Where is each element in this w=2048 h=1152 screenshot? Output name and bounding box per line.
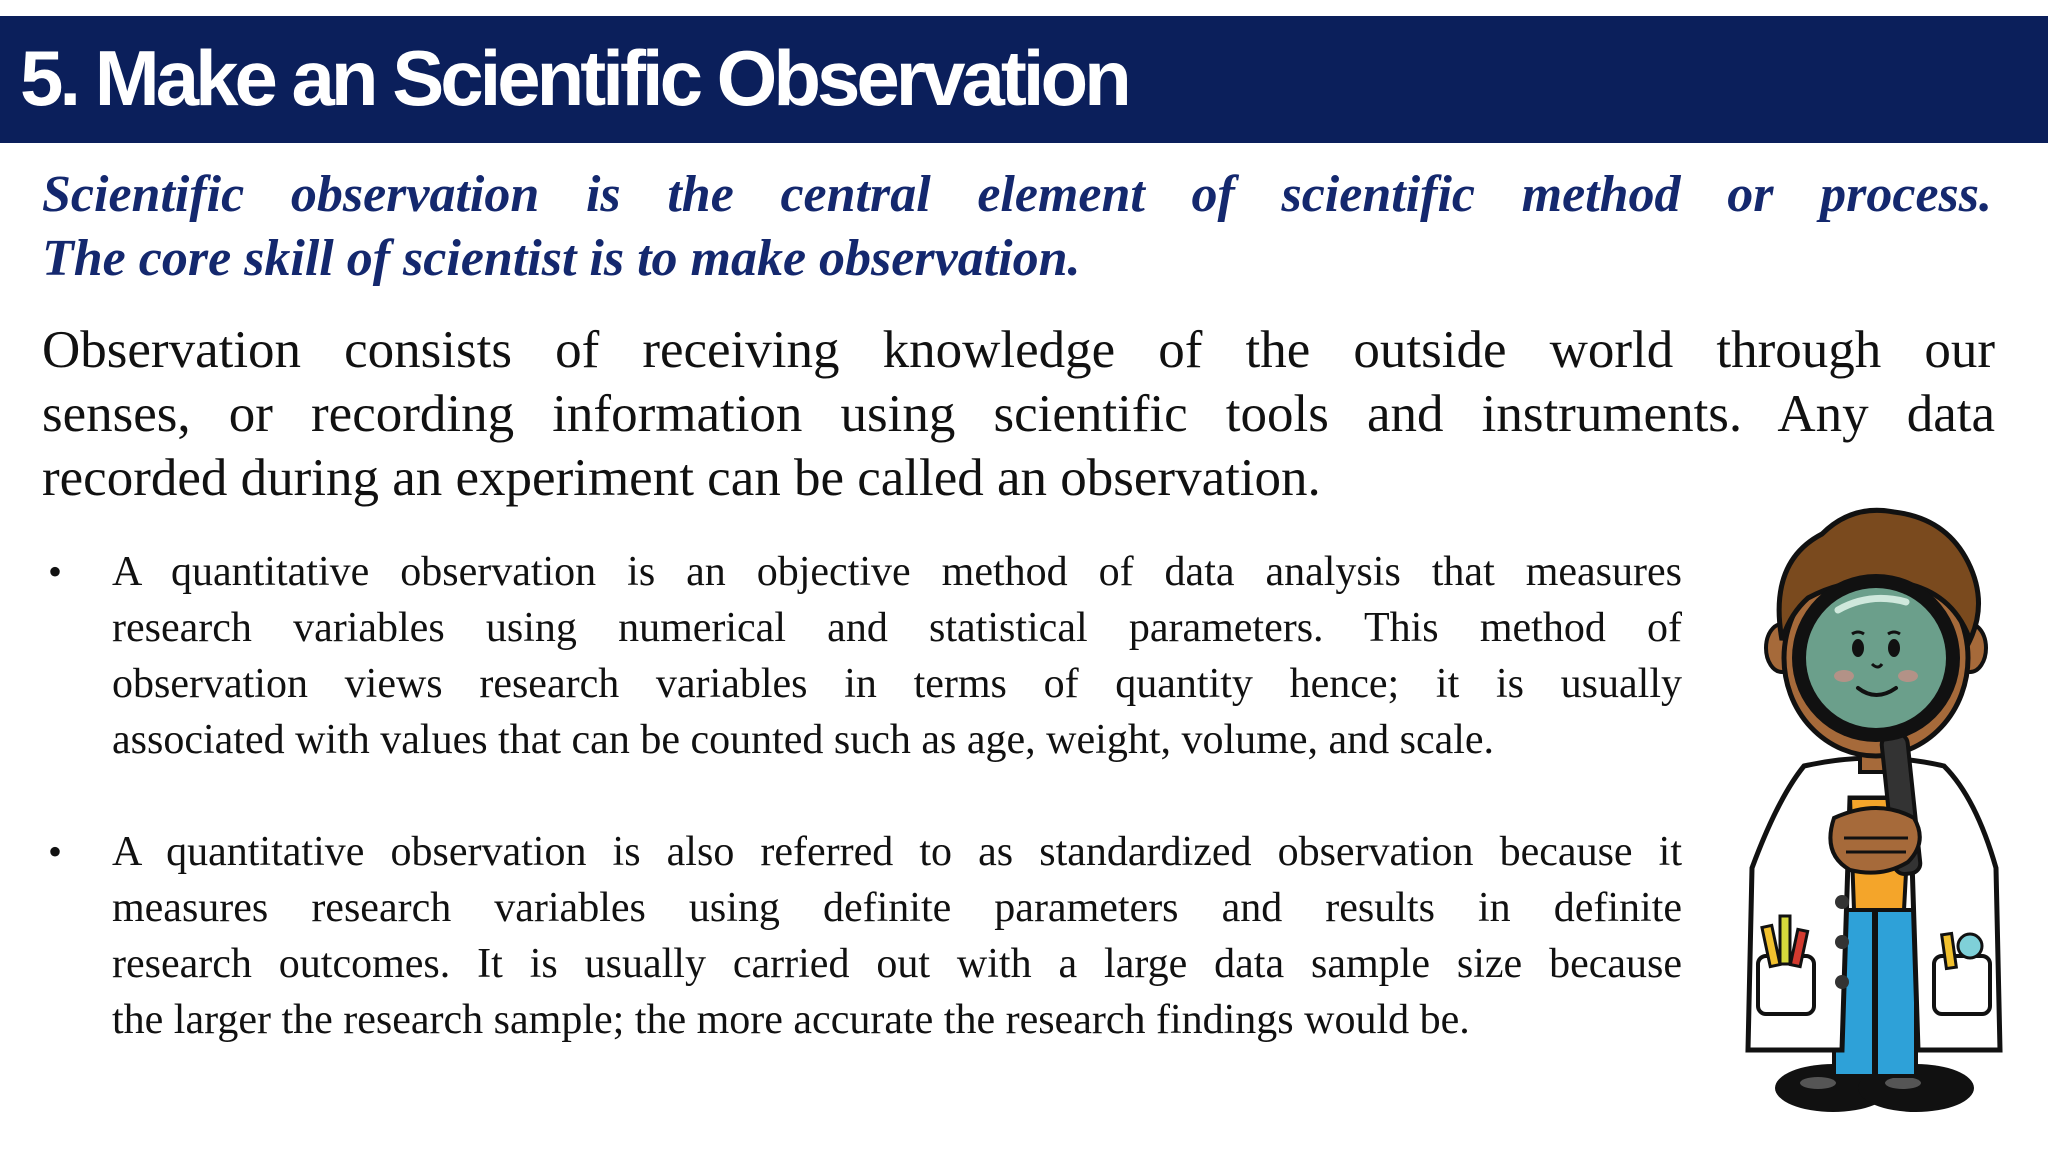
- intro-line: Observation consists of receiving knowledge of the outside world through our: [42, 321, 1995, 379]
- intro-paragraph: [42, 318, 1995, 510]
- intro-line: recorded during an experiment can be called an observation.: [42, 449, 1321, 507]
- bullet-dot: •: [48, 829, 63, 874]
- bullet-item: [42, 824, 1682, 1048]
- lead-line: Scientific observation is the central element of scientific method or process.: [42, 166, 1992, 223]
- lead-line: The core skill of scientist is to make observation.: [42, 230, 1081, 287]
- title-bar: [0, 16, 2048, 143]
- intro-line: senses, or recording information using scientific tools and instruments. Any data: [42, 385, 1995, 443]
- bullet-line: measures research variables using definite parameters and results in definite: [112, 885, 1682, 931]
- bullet-line: observation views research variables in terms of quantity hence; it is usually: [112, 661, 1682, 707]
- bullet-line: research outcomes. It is usually carried out with a large data sample size because: [112, 941, 1682, 987]
- bullet-line: associated with values that can be counted such as age, weight, volume, and scale.: [112, 717, 1495, 763]
- scientist-with-magnifying-glass-icon: [1738, 498, 2010, 1118]
- bullet-line: the larger the research sample; the more accurate the research findings would be.: [112, 997, 1470, 1043]
- bullet-line: A quantitative observation is an objective method of data analysis that measures: [112, 549, 1682, 595]
- bullet-dot: •: [48, 549, 63, 594]
- bullet-line: research variables using numerical and statistical parameters. This method of: [112, 605, 1682, 651]
- bullet-item: [42, 544, 1682, 768]
- bullet-line: A quantitative observation is also referred to as standardized observation because it: [112, 829, 1682, 875]
- slide-title: 5. Make an Scientific Observation: [20, 34, 1128, 122]
- lead-statement: [42, 163, 1992, 291]
- bullet-list: [42, 544, 1682, 1048]
